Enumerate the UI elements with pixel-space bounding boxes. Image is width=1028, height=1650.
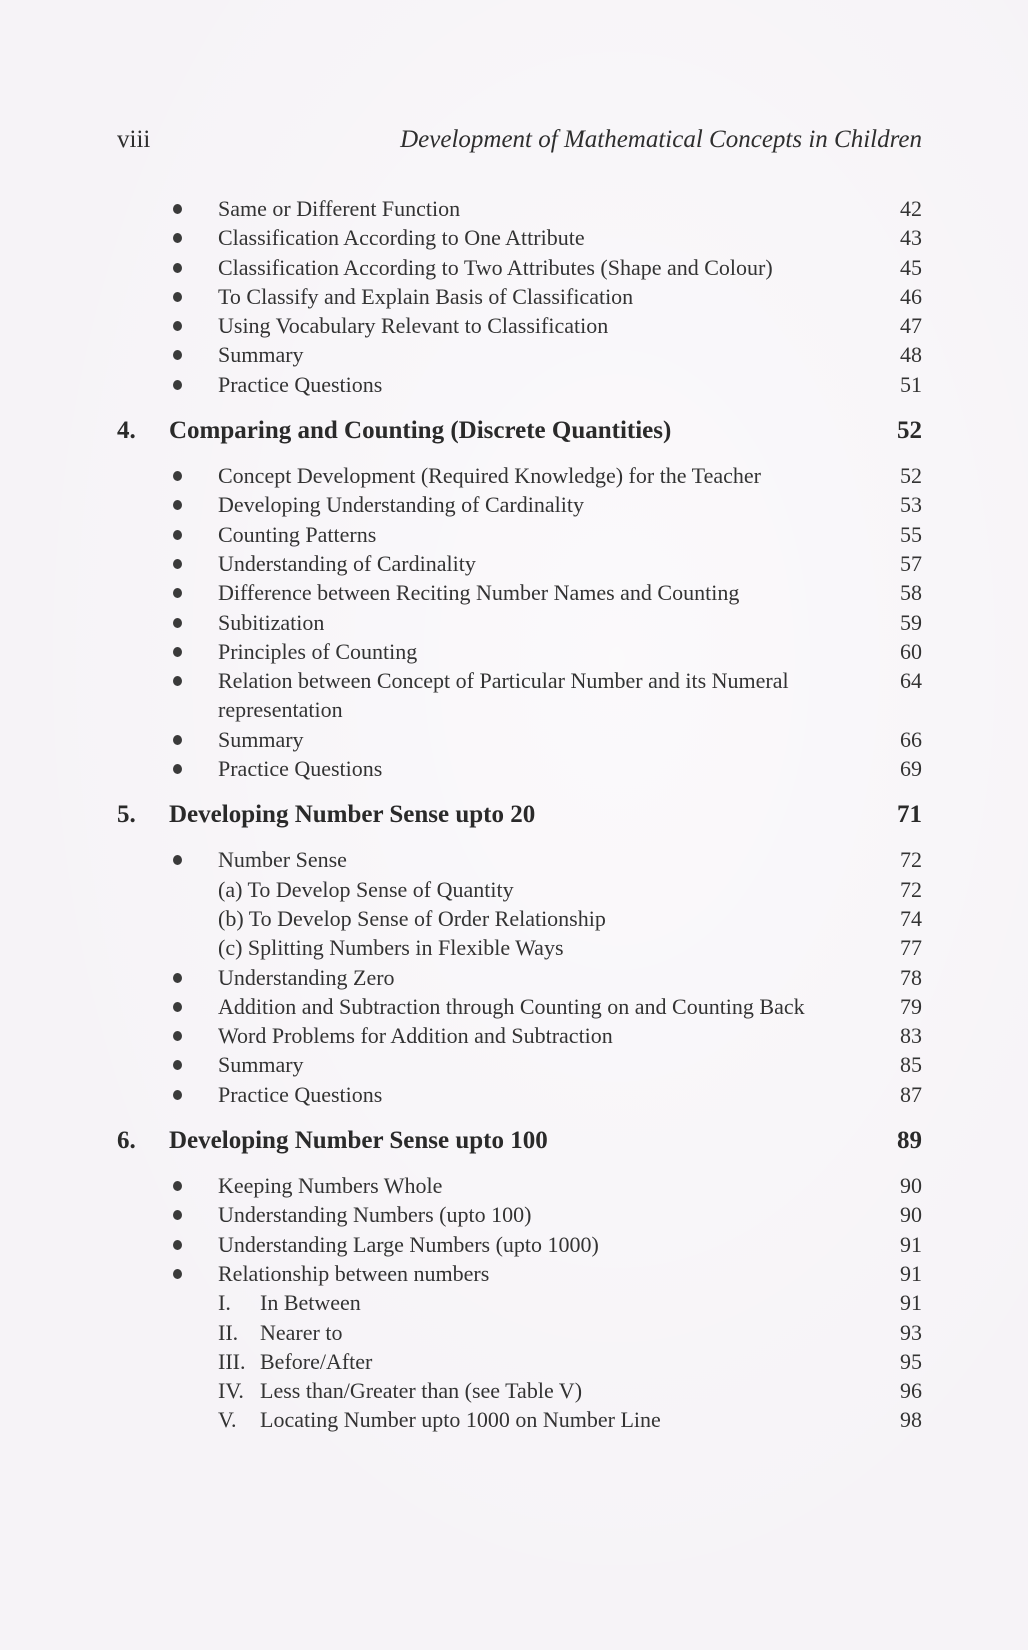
- toc-entry-label: Word Problems for Addition and Subtraction: [218, 1023, 613, 1049]
- roman-numeral: V.: [218, 1407, 237, 1433]
- toc-entry[interactable]: [117, 666, 922, 695]
- toc-entry[interactable]: [117, 311, 922, 340]
- toc-entry-page-number: 72: [900, 847, 922, 873]
- toc-entry[interactable]: [117, 223, 922, 252]
- toc-entry[interactable]: [117, 1200, 922, 1229]
- toc-entry-page-number: 55: [900, 521, 922, 547]
- chapter-number: 5.: [117, 801, 136, 829]
- toc-entry-label: Addition and Subtraction through Counting on and Counting Back: [218, 993, 805, 1019]
- toc-entry-label: Relationship between numbers: [218, 1260, 490, 1286]
- toc-entry[interactable]: [117, 1259, 922, 1288]
- chapter-title: Developing Number Sense upto 20: [169, 801, 536, 829]
- toc-entry-page-number: 83: [900, 1023, 922, 1049]
- toc-entry[interactable]: [117, 461, 922, 490]
- toc-entry-label: Principles of Counting: [218, 638, 418, 664]
- toc-entry-label: Concept Development (Required Knowledge) for the Teacher: [218, 463, 761, 489]
- toc-entry-label: Same or Different Function: [218, 196, 461, 221]
- chapter-heading[interactable]: [117, 411, 922, 451]
- toc-entry-label: Developing Understanding of Cardinality: [218, 492, 584, 518]
- toc-entry[interactable]: [117, 1171, 922, 1200]
- toc-entry[interactable]: [117, 1347, 922, 1376]
- toc-entry[interactable]: [117, 549, 922, 578]
- toc-section: [117, 411, 922, 783]
- toc-entry[interactable]: [117, 253, 922, 282]
- toc-entry-label: Understanding Large Numbers (upto 1000): [218, 1231, 599, 1257]
- bullet-icon: [173, 618, 182, 628]
- bullet-icon: [173, 647, 182, 657]
- toc-entry-page-number: 74: [900, 905, 922, 931]
- bullet-icon: [173, 1031, 182, 1041]
- toc-entry-page-number: 66: [900, 726, 922, 752]
- toc-entry[interactable]: [117, 754, 922, 783]
- chapter-title: Comparing and Counting (Discrete Quantities): [169, 417, 672, 445]
- toc-entry[interactable]: [117, 875, 922, 904]
- toc-entry[interactable]: [117, 490, 922, 519]
- toc-entry-label: [218, 1405, 661, 1434]
- chapter-page-number: 89: [897, 1127, 922, 1155]
- toc-entry-label: [218, 1318, 342, 1347]
- chapter-heading[interactable]: [117, 1121, 922, 1161]
- toc-entry[interactable]: [117, 904, 922, 933]
- toc-entry[interactable]: [117, 1050, 922, 1079]
- toc-entry-page-number: 90: [900, 1173, 922, 1199]
- toc-entry[interactable]: [117, 725, 922, 754]
- toc-entry-page-number: 77: [900, 935, 922, 961]
- toc-entry-page-number: 96: [900, 1378, 922, 1404]
- toc-entry-label: Practice Questions: [218, 756, 383, 782]
- toc-entry-page-number: 48: [900, 342, 922, 368]
- toc-section: [117, 1121, 922, 1435]
- table-of-contents: [117, 194, 922, 1435]
- bullet-icon: [173, 676, 182, 686]
- toc-entry-label: Practice Questions: [218, 371, 383, 397]
- toc-entry[interactable]: [117, 1376, 922, 1405]
- chapter-heading[interactable]: [117, 795, 922, 835]
- toc-entry[interactable]: [117, 1080, 922, 1109]
- roman-entry-text: Before/After: [260, 1348, 373, 1374]
- toc-entry-label: [218, 1347, 372, 1376]
- bullet-icon: [173, 204, 182, 214]
- toc-entry-label: Summary: [218, 342, 304, 368]
- toc-entry[interactable]: [117, 1288, 922, 1317]
- toc-entry[interactable]: [117, 695, 922, 724]
- bullet-icon: [173, 735, 182, 745]
- roman-entry-text: Less than/Greater than (see Table V): [260, 1378, 583, 1404]
- toc-entry[interactable]: [117, 194, 922, 223]
- toc-entry-page-number: 60: [900, 638, 922, 664]
- toc-entry-page-number: 43: [900, 225, 922, 251]
- toc-entry-label: Using Vocabulary Relevant to Classification: [218, 313, 609, 339]
- toc-entry-page-number: 78: [900, 964, 922, 990]
- toc-entry-page-number: 52: [900, 463, 922, 489]
- toc-entry-page-number: 58: [900, 580, 922, 606]
- toc-entry-page-number: 85: [900, 1052, 922, 1078]
- toc-entry-page-number: 79: [900, 993, 922, 1019]
- roman-numeral: IV.: [218, 1378, 244, 1404]
- toc-entry-label: Number Sense: [218, 847, 347, 873]
- toc-entry-label: Counting Patterns: [218, 521, 377, 547]
- toc-entry-label: (a) To Develop Sense of Quantity: [218, 876, 514, 902]
- bullet-icon: [173, 1090, 182, 1100]
- toc-entry-label: Understanding of Cardinality: [218, 550, 476, 576]
- toc-entry-label: Classification According to Two Attributes (Shape and Colour): [218, 254, 773, 280]
- bullet-icon: [173, 1240, 182, 1250]
- toc-entry-page-number: 47: [900, 313, 922, 339]
- bullet-icon: [173, 1002, 182, 1012]
- bullet-icon: [173, 380, 182, 390]
- bullet-icon: [173, 559, 182, 569]
- toc-entry[interactable]: [117, 608, 922, 637]
- toc-entry[interactable]: [117, 845, 922, 874]
- chapter-number: 6.: [117, 1127, 136, 1155]
- bullet-icon: [173, 233, 182, 243]
- bullet-icon: [173, 855, 182, 865]
- bullet-icon: [173, 588, 182, 598]
- toc-entry-page-number: 93: [900, 1319, 922, 1345]
- chapter-page-number: 52: [897, 417, 922, 445]
- toc-entry[interactable]: [117, 1021, 922, 1050]
- toc-entry-page-number: 90: [900, 1202, 922, 1228]
- toc-entry-label: Classification According to One Attribute: [218, 225, 585, 251]
- bullet-icon: [173, 764, 182, 774]
- toc-entry-page-number: 87: [900, 1081, 922, 1107]
- toc-entry[interactable]: [117, 992, 922, 1021]
- toc-entry-page-number: 69: [900, 756, 922, 782]
- toc-entry-label: Subitization: [218, 609, 325, 635]
- toc-entry[interactable]: [117, 1405, 922, 1434]
- page-header: [117, 126, 922, 166]
- bullet-icon: [173, 973, 182, 983]
- toc-entry[interactable]: [117, 637, 922, 666]
- roman-numeral: I.: [218, 1290, 231, 1316]
- toc-entry-page-number: 59: [900, 609, 922, 635]
- toc-entry-page-number: 64: [900, 668, 922, 694]
- toc-entry[interactable]: [117, 282, 922, 311]
- toc-entry-label: (b) To Develop Sense of Order Relationship: [218, 905, 606, 931]
- toc-entry-page-number: 57: [900, 550, 922, 576]
- bullet-icon: [173, 263, 182, 273]
- bullet-icon: [173, 350, 182, 360]
- toc-entry-page-number: 98: [900, 1407, 922, 1433]
- roman-entry-text: Locating Number upto 1000 on Number Line: [260, 1407, 661, 1433]
- chapter-page-number: 71: [897, 801, 922, 829]
- toc-entry-label: Practice Questions: [218, 1081, 383, 1107]
- toc-entry-label: Summary: [218, 726, 304, 752]
- toc-entry-page-number: 91: [900, 1260, 922, 1286]
- toc-entry-page-number: 91: [900, 1290, 922, 1316]
- toc-entry-label: Summary: [218, 1052, 304, 1078]
- toc-entry[interactable]: [117, 520, 922, 549]
- toc-entry-label: (c) Splitting Numbers in Flexible Ways: [218, 935, 564, 961]
- roman-numeral: II.: [218, 1319, 239, 1345]
- bullet-icon: [173, 500, 182, 510]
- bullet-icon: [173, 321, 182, 331]
- toc-entry-label: Relation between Concept of Particular Number and its Numeral: [218, 668, 789, 694]
- toc-entry-label: Understanding Zero: [218, 964, 395, 990]
- bullet-icon: [173, 530, 182, 540]
- running-title: Development of Mathematical Concepts in Children: [400, 126, 922, 153]
- page-folio: viii: [117, 126, 151, 153]
- toc-entry-label: [218, 1288, 361, 1317]
- bullet-icon: [173, 1269, 182, 1279]
- toc-entry-page-number: 95: [900, 1348, 922, 1374]
- toc-entry[interactable]: [117, 963, 922, 992]
- bullet-icon: [173, 1210, 182, 1220]
- bullet-icon: [173, 471, 182, 481]
- toc-entry-label: Difference between Reciting Number Names and Counting: [218, 580, 740, 606]
- chapter-title: Developing Number Sense upto 100: [169, 1127, 548, 1155]
- toc-entry-label: Keeping Numbers Whole: [218, 1173, 443, 1199]
- toc-entry-page-number: 53: [900, 492, 922, 518]
- toc-entry-page-number: 91: [900, 1231, 922, 1257]
- toc-entry-label: Understanding Numbers (upto 100): [218, 1202, 532, 1228]
- toc-entry-page-number: 46: [900, 283, 922, 309]
- toc-section: [117, 795, 922, 1109]
- roman-numeral: III.: [218, 1348, 246, 1374]
- toc-entry[interactable]: [117, 578, 922, 607]
- bullet-icon: [173, 1181, 182, 1191]
- bullet-icon: [173, 1060, 182, 1070]
- toc-entry[interactable]: [117, 1230, 922, 1259]
- toc-section: [117, 194, 922, 399]
- toc-entry[interactable]: [117, 340, 922, 369]
- bullet-icon: [173, 292, 182, 302]
- toc-entry[interactable]: [117, 933, 922, 962]
- chapter-number: 4.: [117, 417, 136, 445]
- toc-entry-label: [218, 1376, 582, 1405]
- toc-entry[interactable]: [117, 1318, 922, 1347]
- toc-entry[interactable]: [117, 370, 922, 399]
- toc-entry-label: representation: [218, 697, 343, 723]
- roman-entry-text: Nearer to: [260, 1319, 343, 1345]
- roman-entry-text: In Between: [260, 1290, 361, 1316]
- toc-entry-page-number: 72: [900, 876, 922, 902]
- toc-entry-page-number: 42: [900, 196, 922, 221]
- toc-entry-label: To Classify and Explain Basis of Classification: [218, 283, 634, 309]
- toc-entry-page-number: 45: [900, 254, 922, 280]
- toc-entry-page-number: 51: [900, 371, 922, 397]
